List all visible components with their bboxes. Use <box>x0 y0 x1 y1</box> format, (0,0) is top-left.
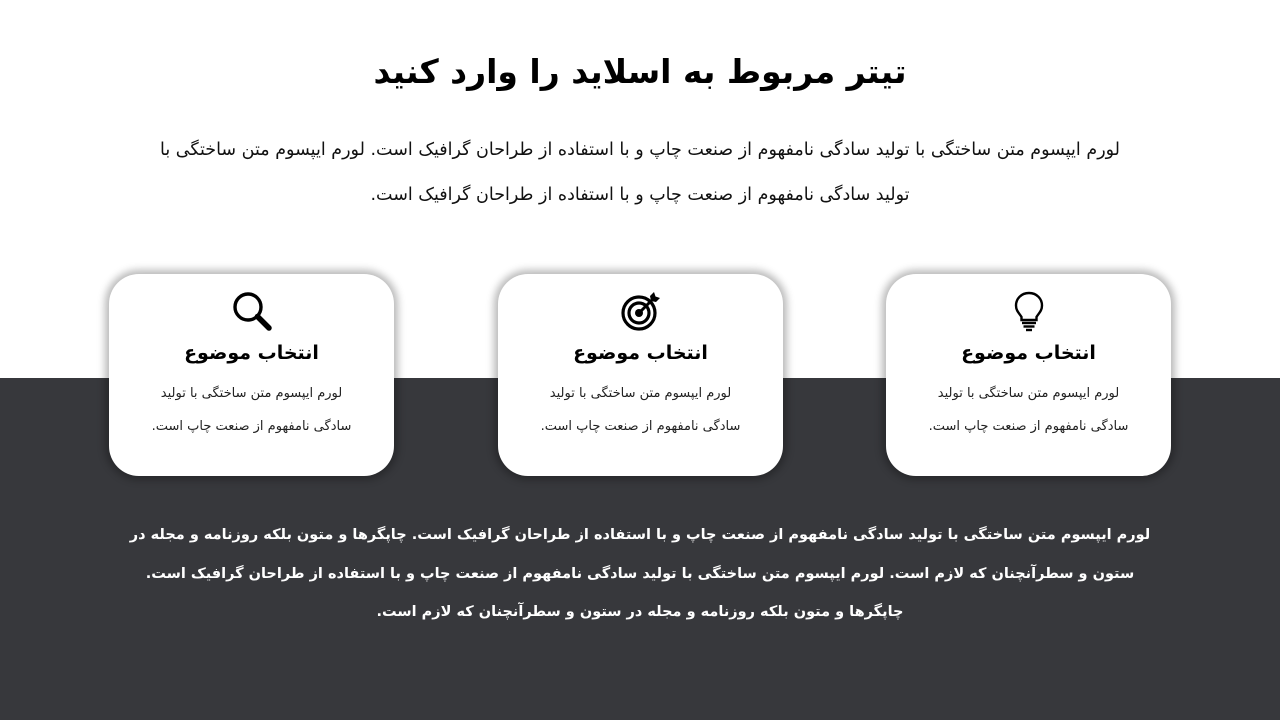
footer-paragraph: لورم ایپسوم متن ساختگی با تولید سادگی نامفهوم از صنعت چاپ و با استفاده از طراحان گرافیک است. چاپگرها و متون بلکه روزنامه و مجله در ستون و سطرآنچنان که لازم است. لورم ایپسوم متن ساختگی با تولید سادگی نامفهوم از صنعت چاپ و با استفاده از طراحان گرافیک است. چاپگرها و متون بلکه روزنامه و مجله در ستون و سطرآنچنان که لازم است. <box>129 527 1151 620</box>
feature-card-2 <box>498 274 783 476</box>
card-title: انتخاب موضوع <box>961 342 1096 364</box>
card-text: لورم ایپسوم متن ساختگی با تولید سادگی نامفهوم از صنعت چاپ است. <box>928 386 1129 434</box>
lightbulb-icon <box>1008 290 1050 332</box>
intro-paragraph: لورم ایپسوم متن ساختگی با تولید سادگی نامفهوم از صنعت چاپ و با استفاده از طراحان گرافیک است. لورم ایپسوم متن ساختگی با تولید سادگی نامفهوم از صنعت چاپ و با استفاده از طراحان گرافیک است. <box>159 140 1121 205</box>
card-text: لورم ایپسوم متن ساختگی با تولید سادگی نامفهوم از صنعت چاپ است. <box>540 386 741 434</box>
feature-card-3 <box>109 274 394 476</box>
slide-title: تیتر مربوط به اسلاید را وارد کنید <box>373 52 907 91</box>
feature-card-1 <box>886 274 1171 476</box>
card-title: انتخاب موضوع <box>573 342 708 364</box>
target-icon <box>620 290 662 332</box>
card-text: لورم ایپسوم متن ساختگی با تولید سادگی نامفهوم از صنعت چاپ است. <box>151 386 352 434</box>
search-icon <box>231 290 273 332</box>
card-title: انتخاب موضوع <box>184 342 319 364</box>
